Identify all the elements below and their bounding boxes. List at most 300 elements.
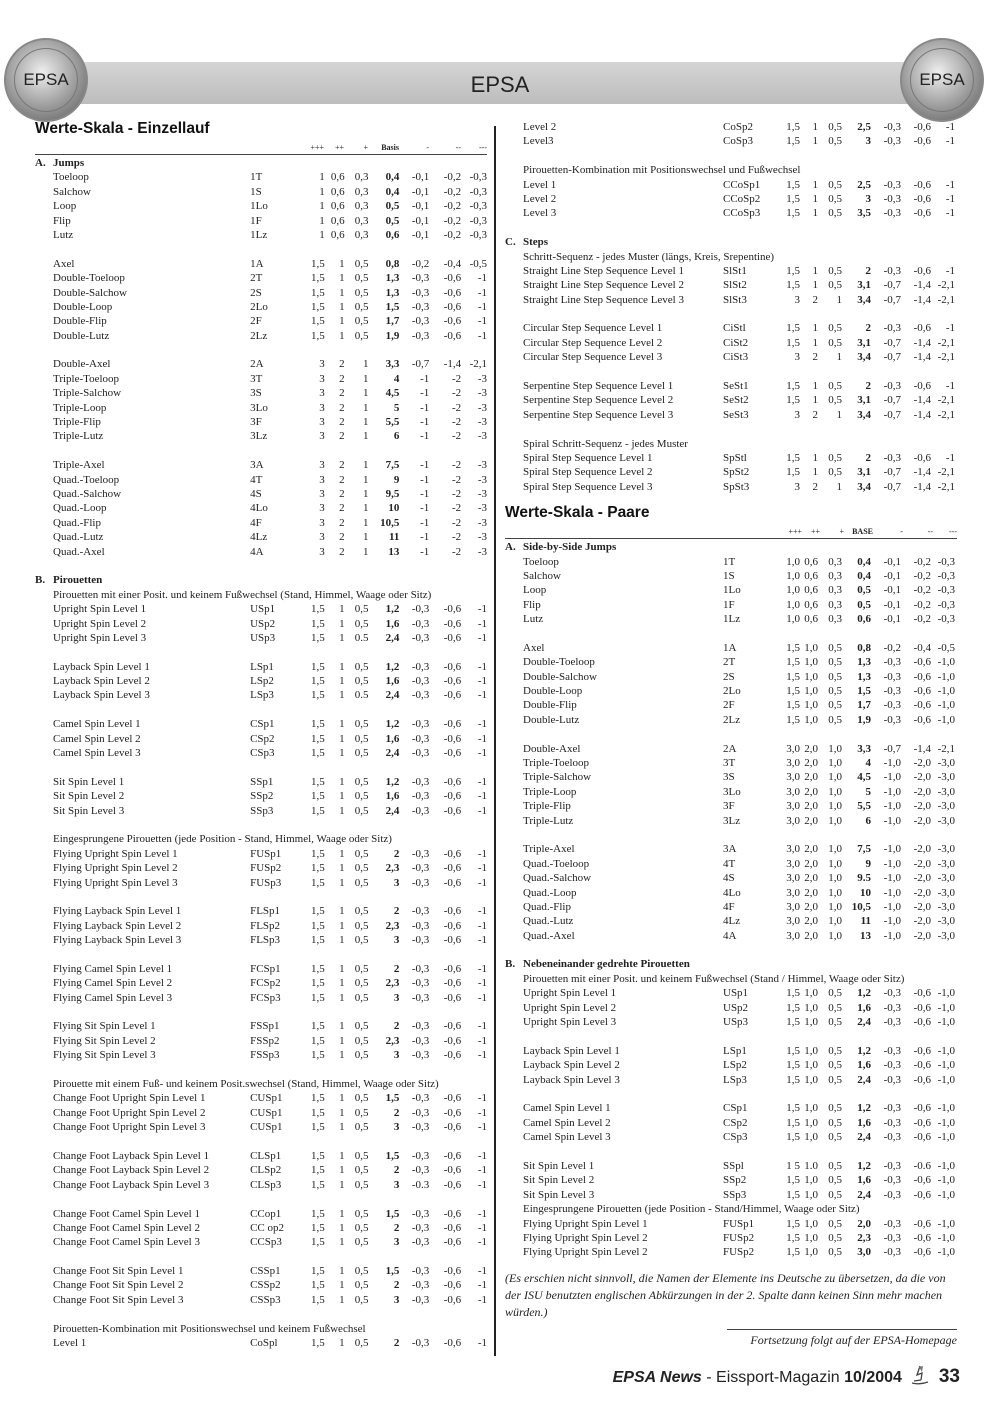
goe-value: -0,6 — [913, 322, 931, 335]
pairs-title: Werte-Skala - Paare — [505, 504, 650, 522]
base-value: 7,5 — [857, 843, 871, 856]
table-row — [505, 336, 957, 350]
goe-value: -0,3 — [469, 200, 487, 213]
goe-value: -1,0 — [937, 713, 955, 726]
goe-value: 2 — [339, 416, 345, 429]
goe-value: 0,5 — [828, 1001, 842, 1014]
base-value: 3 — [393, 934, 400, 947]
subsection-heading: Pirouetten-Kombination mit Positionswechsel und Fußwechsel — [523, 164, 801, 177]
goe-value: -0,6 — [443, 919, 462, 932]
base-value: 1,6 — [385, 732, 400, 745]
goe-value: -0,6 — [443, 315, 462, 328]
table-row — [505, 480, 957, 494]
base-value: 5,5 — [385, 416, 400, 429]
goe-value: -0,6 — [443, 631, 462, 644]
goe-value: 1,5 — [311, 775, 325, 788]
goe-value: -2 — [451, 473, 462, 486]
goe-value: 3,0 — [786, 900, 800, 913]
goe-value: 1,0 — [828, 915, 842, 928]
element-abbreviation: SSp3 — [250, 804, 274, 817]
spacer — [505, 307, 957, 321]
goe-value: 1,5 — [311, 689, 325, 702]
element-abbreviation: 3S — [250, 387, 262, 400]
goe-value: -0,6 — [913, 987, 931, 1000]
goe-value: 1,5 — [311, 315, 325, 328]
goe-value: 1,0 — [786, 598, 800, 611]
goe-value: 1,5 — [311, 257, 325, 270]
goe-value: -1 — [477, 747, 487, 760]
goe-value: 1,5 — [786, 451, 800, 464]
goe-value: -0,7 — [883, 394, 901, 407]
spacer — [505, 1087, 957, 1101]
goe-value: -1 — [477, 689, 487, 702]
goe-value: 3,0 — [786, 757, 800, 770]
goe-value: -2 — [451, 387, 462, 400]
goe-value: -1,4 — [913, 466, 931, 479]
table-row — [35, 775, 487, 789]
base-value: 1,2 — [385, 718, 400, 731]
goe-value: 0,5 — [354, 300, 369, 313]
element-name: Serpentine Step Sequence Level 1 — [523, 380, 674, 393]
goe-value: 1,5 — [311, 1279, 325, 1292]
goe-value: -1,4 — [913, 336, 931, 349]
element-name: Quad.-Flip — [53, 516, 101, 529]
element-name: Change Foot Upright Spin Level 2 — [53, 1106, 206, 1119]
element-name: Change Foot Layback Spin Level 2 — [53, 1164, 210, 1177]
goe-value: 1,0 — [804, 1188, 818, 1201]
goe-value: 1,5 — [311, 1121, 325, 1134]
goe-value: -0,3 — [411, 991, 430, 1004]
goe-value: -0,6 — [443, 300, 462, 313]
goe-value: 1,5 — [311, 1164, 325, 1177]
goe-value: -1 — [420, 502, 430, 515]
element-abbreviation: 1A — [723, 641, 737, 654]
goe-value: 0,5 — [828, 656, 842, 669]
goe-value: 0,5 — [354, 1221, 369, 1234]
table-row — [35, 1336, 487, 1350]
table-row — [35, 1048, 487, 1062]
goe-value: -1 — [477, 675, 487, 688]
element-abbreviation: 4F — [723, 900, 735, 913]
goe-value: -0,1 — [411, 185, 430, 198]
goe-value: -3,0 — [937, 771, 955, 784]
goe-value: 0,5 — [354, 1034, 369, 1047]
table-row — [505, 713, 957, 727]
goe-value: 1 — [812, 322, 818, 335]
goe-value: -1 — [477, 962, 487, 975]
element-abbreviation: 3F — [723, 800, 735, 813]
goe-value: -0,1 — [883, 555, 901, 568]
goe-value: 1,5 — [311, 675, 325, 688]
page-number: 33 — [938, 1366, 960, 1387]
goe-value: 1,0 — [804, 713, 818, 726]
spacer — [35, 818, 487, 832]
goe-value: -0,3 — [883, 1001, 901, 1014]
base-value: 2,5 — [857, 178, 871, 191]
spacer — [35, 559, 487, 573]
goe-value: 0,5 — [828, 685, 842, 698]
table-row — [35, 372, 487, 386]
table-row — [505, 756, 957, 770]
goe-value: 0,5 — [828, 1159, 842, 1172]
element-abbreviation: 3A — [723, 843, 737, 856]
goe-value: -0,6 — [443, 1106, 462, 1119]
goe-value: 1 — [339, 718, 345, 731]
spacer — [505, 627, 957, 641]
goe-value: -1 — [420, 372, 430, 385]
goe-value: 0,3 — [828, 598, 842, 611]
base-value: 4 — [393, 372, 400, 385]
base-value: 2 — [393, 1164, 400, 1177]
goe-value: -0,2 — [883, 641, 901, 654]
goe-value: 1,5 — [786, 178, 800, 191]
element-name: Flying Upright Spin Level 2 — [53, 862, 178, 875]
section-heading — [35, 156, 487, 170]
table-row — [505, 684, 957, 698]
goe-value: -1,0 — [937, 1073, 955, 1086]
goe-value: 3 — [794, 408, 800, 421]
goe-value: 1 — [812, 192, 818, 205]
table-row — [35, 717, 487, 731]
element-name: Double-Flip — [53, 315, 107, 328]
goe-value: 0,5 — [828, 713, 842, 726]
table-row — [505, 612, 957, 626]
goe-value: 0,3 — [828, 555, 842, 568]
goe-value: -1 — [477, 732, 487, 745]
goe-value: 0,5 — [354, 1207, 369, 1220]
table-row — [35, 1019, 487, 1033]
table-row — [35, 487, 487, 501]
element-name: Sit Spin Level 1 — [523, 1159, 595, 1172]
element-abbreviation: FUSp2 — [723, 1246, 755, 1259]
element-abbreviation: CoSp2 — [723, 121, 753, 133]
goe-value: -0,6 — [443, 1178, 462, 1191]
goe-value: 1 — [363, 545, 369, 558]
goe-value: 2,0 — [804, 771, 818, 784]
goe-value: 1 — [836, 351, 842, 364]
element-abbreviation: 4Lo — [250, 502, 268, 515]
goe-value: -0,3 — [883, 1188, 901, 1201]
element-abbreviation: 1F — [250, 214, 262, 227]
goe-value: -0,3 — [883, 987, 901, 1000]
goe-value: 0,5 — [354, 315, 369, 328]
goe-value: -1 — [477, 905, 487, 918]
goe-value: 0.5 — [354, 631, 369, 644]
goe-value: -0,6 — [443, 962, 462, 975]
element-abbreviation: LSp2 — [723, 1059, 747, 1072]
element-name: Sit Spin Level 3 — [523, 1188, 595, 1201]
goe-value: -0,3 — [937, 555, 955, 568]
element-abbreviation: SeSt2 — [723, 394, 749, 407]
element-abbreviation: LSp2 — [250, 675, 274, 688]
element-abbreviation: CCoSp1 — [723, 178, 761, 191]
base-value: 0,8 — [857, 641, 871, 654]
goe-value: -0,3 — [883, 685, 901, 698]
goe-value: -3,0 — [937, 800, 955, 813]
goe-value: -0,1 — [411, 228, 430, 241]
table-row — [505, 278, 957, 292]
goe-value: 1,5 — [786, 1044, 800, 1057]
goe-value: 2 — [339, 487, 345, 500]
element-abbreviation: CiSt3 — [723, 351, 749, 364]
base-value: 3,1 — [857, 394, 871, 407]
goe-value: 1 — [363, 387, 369, 400]
goe-value: -0,6 — [913, 380, 931, 393]
goe-value: 0,5 — [354, 1121, 369, 1134]
element-name: Camel Spin Level 1 — [53, 718, 141, 731]
element-name: Double-Lutz — [53, 329, 110, 342]
element-name: Change Foot Layback Spin Level 1 — [53, 1149, 210, 1162]
goe-value: 1,0 — [804, 1217, 818, 1230]
goe-value: 1,5 — [311, 905, 325, 918]
element-abbreviation: SpStl — [723, 451, 747, 464]
goe-value: 0,5 — [354, 718, 369, 731]
goe-value: 1 — [339, 790, 345, 803]
element-abbreviation: 2Lz — [723, 713, 741, 726]
goe-value: 1,5 — [311, 1178, 325, 1191]
element-abbreviation: USp3 — [723, 1016, 749, 1029]
goe-value: 0.5 — [354, 689, 369, 702]
goe-value: 1,0 — [828, 785, 842, 798]
base-value: 2 — [865, 264, 871, 277]
goe-value: 2,0 — [804, 814, 818, 827]
base-value: 0,5 — [857, 598, 871, 611]
goe-value: 0,5 — [828, 135, 842, 148]
goe-value: 0,5 — [828, 1044, 842, 1057]
continuation-note: Fortsetzung folgt auf der EPSA-Homepage — [727, 1329, 957, 1348]
goe-value: 3,0 — [786, 886, 800, 899]
goe-value: 1,5 — [311, 732, 325, 745]
goe-value: 3,0 — [786, 915, 800, 928]
goe-value: 1,5 — [786, 264, 800, 277]
goe-value: -1 — [477, 876, 487, 889]
goe-value: 1,5 — [311, 876, 325, 889]
element-abbreviation: FUSp2 — [723, 1231, 755, 1244]
table-row — [505, 1231, 957, 1245]
base-value: 1,3 — [385, 272, 400, 285]
base-value: 2,4 — [857, 1073, 871, 1086]
goe-value: -0,6 — [443, 1236, 462, 1249]
goe-value: -2,0 — [913, 757, 931, 770]
goe-value: 2 — [812, 408, 818, 421]
goe-value: 0,3 — [828, 613, 842, 626]
table-row — [505, 1159, 957, 1173]
element-abbreviation: CSp3 — [723, 1131, 748, 1144]
base-value: 10,5 — [851, 900, 871, 913]
element-name: Flying Upright Spin Level 3 — [53, 876, 178, 889]
table-row — [35, 170, 487, 184]
element-name: Double-Loop — [53, 300, 113, 313]
goe-value: 1 — [812, 380, 818, 393]
goe-value: 2,0 — [804, 785, 818, 798]
goe-value: 1 — [339, 934, 345, 947]
element-name: Flying Sit Spin Level 2 — [53, 1034, 156, 1047]
goe-value: 1 — [339, 962, 345, 975]
element-name: Lutz — [53, 228, 74, 241]
element-name: Level3 — [523, 135, 554, 148]
element-name: Double-Salchow — [53, 286, 127, 299]
goe-value: 3 — [319, 430, 325, 443]
goe-value: -1,4 — [913, 351, 931, 364]
goe-value: 0,5 — [828, 1102, 842, 1115]
element-name: Double-Axel — [53, 358, 111, 371]
element-abbreviation: USp1 — [250, 603, 276, 616]
element-abbreviation: CSp1 — [250, 718, 275, 731]
element-abbreviation: 3A — [250, 459, 264, 472]
goe-value: -1 — [420, 416, 430, 429]
goe-value: 0,5 — [828, 1246, 842, 1259]
element-abbreviation: 3Lo — [723, 785, 741, 798]
goe-value: 1 — [363, 372, 369, 385]
singles-table — [35, 156, 487, 1350]
goe-value: 0,5 — [354, 876, 369, 889]
goe-value: -1 — [477, 1236, 487, 1249]
base-value: 1,3 — [385, 286, 400, 299]
goe-value: 1 — [339, 1221, 345, 1234]
element-name: Flying Layback Spin Level 3 — [53, 934, 182, 947]
goe-value: 0,5 — [354, 1265, 369, 1278]
goe-value: 1 — [339, 603, 345, 616]
base-value: 0,4 — [385, 185, 400, 198]
goe-value: -0,3 — [411, 329, 430, 342]
element-abbreviation: 2A — [250, 358, 264, 371]
goe-value: 1,0 — [804, 1231, 818, 1244]
goe-value: 0,5 — [828, 466, 842, 479]
goe-value: -3,0 — [937, 757, 955, 770]
table-row — [505, 206, 957, 220]
goe-value: -1,4 — [913, 480, 931, 493]
element-name: Triple-Lutz — [53, 430, 104, 443]
singles-table-continued — [505, 120, 957, 494]
element-abbreviation: 1Lo — [723, 584, 741, 597]
base-value: 3,4 — [857, 293, 871, 306]
element-name: Layback Spin Level 3 — [53, 689, 150, 702]
table-row — [505, 799, 957, 813]
goe-value: -1 — [477, 1337, 487, 1350]
element-abbreviation: LSp3 — [723, 1073, 747, 1086]
goe-value: -0,2 — [443, 228, 462, 241]
base-value: 3 — [393, 991, 400, 1004]
goe-value: 1 — [339, 660, 345, 673]
base-value: 9.5 — [857, 872, 871, 885]
spacer — [505, 727, 957, 741]
base-value: 3,4 — [857, 408, 871, 421]
goe-value: -0,4 — [913, 641, 931, 654]
goe-value: 1,5 — [786, 1016, 800, 1029]
goe-value: -0,6 — [443, 1221, 462, 1234]
goe-value: -1 — [477, 1049, 487, 1062]
goe-value: -3,0 — [937, 929, 955, 942]
goe-value: 0,5 — [354, 329, 369, 342]
goe-value: -0,7 — [883, 480, 901, 493]
table-row — [505, 1015, 957, 1029]
goe-value: -0,3 — [883, 656, 901, 669]
element-name: Layback Spin Level 1 — [523, 1044, 620, 1057]
goe-value: 3,0 — [786, 872, 800, 885]
goe-value: -0,6 — [913, 135, 931, 148]
table-row — [505, 134, 957, 148]
element-abbreviation: SpSt3 — [723, 480, 750, 493]
goe-value: -1 — [477, 862, 487, 875]
goe-value: 0,5 — [828, 1217, 842, 1230]
goe-value: -0,3 — [937, 598, 955, 611]
base-value: 0,4 — [857, 555, 871, 568]
base-value: 1,9 — [385, 329, 400, 342]
element-name: Flying Upright Spin Level 1 — [53, 847, 178, 860]
table-row — [505, 857, 957, 871]
goe-value: -0,3 — [937, 613, 955, 626]
goe-value: 2 — [812, 480, 818, 493]
goe-value: 0,5 — [354, 1164, 369, 1177]
goe-value: -3 — [477, 372, 487, 385]
singles-title: Werte-Skala - Einzellauf — [35, 120, 210, 137]
element-abbreviation: CSp3 — [250, 747, 275, 760]
goe-value: -0,3 — [883, 1044, 901, 1057]
goe-value: 1,5 — [311, 1337, 325, 1350]
goe-value: 1,5 — [311, 300, 325, 313]
element-name: Double-Toeloop — [53, 272, 125, 285]
goe-value: 1,5 — [311, 1020, 325, 1033]
element-name: Change Foot Camel Spin Level 3 — [53, 1236, 200, 1249]
table-row — [505, 598, 957, 612]
element-abbreviation: 2S — [250, 286, 262, 299]
goe-value: -0,3 — [411, 862, 430, 875]
element-name: Straight Line Step Sequence Level 3 — [523, 293, 684, 306]
goe-value: 1,5 — [311, 1106, 325, 1119]
table-row — [35, 602, 487, 616]
epsa-logo-left: EPSA — [4, 38, 88, 122]
goe-value: -1,4 — [913, 408, 931, 421]
goe-value: -3,0 — [937, 857, 955, 870]
table-row — [505, 986, 957, 1000]
table-row — [505, 293, 957, 307]
table-row — [35, 300, 487, 314]
goe-value: -0,3 — [883, 380, 901, 393]
table-row — [35, 1235, 487, 1249]
base-value: 3 — [393, 1236, 400, 1249]
goe-value: 3,0 — [786, 742, 800, 755]
goe-value: -0,3 — [883, 264, 901, 277]
spacer — [35, 343, 487, 357]
element-name: Quad.-Loop — [53, 502, 107, 515]
base-value: 2,0 — [857, 1217, 871, 1230]
element-abbreviation: 3Lo — [250, 401, 268, 414]
section-label: Side-by-Side Jumps — [523, 541, 617, 554]
goe-value: 1 — [363, 401, 369, 414]
element-abbreviation: CSp1 — [723, 1102, 748, 1115]
element-name: Toeloop — [523, 555, 559, 568]
goe-value: -2,1 — [937, 279, 955, 292]
goe-value: 1,0 — [828, 742, 842, 755]
goe-value: -1 — [477, 631, 487, 644]
goe-value: -1,4 — [913, 394, 931, 407]
goe-value: 3 — [319, 502, 325, 515]
goe-value: -2 — [451, 401, 462, 414]
goe-value: 1 — [339, 1149, 345, 1162]
element-name: Change Foot Upright Spin Level 3 — [53, 1121, 206, 1134]
element-abbreviation: CiSt2 — [723, 336, 749, 349]
goe-value: -2 — [451, 531, 462, 544]
magazine-name: EPSA News — [612, 1369, 702, 1386]
goe-value: 1,5 — [786, 1174, 800, 1187]
goe-value: 2,0 — [804, 900, 818, 913]
spacer — [35, 645, 487, 659]
element-abbreviation: SeSt3 — [723, 408, 749, 421]
base-value: 1,5 — [385, 1207, 400, 1220]
element-name: Quad.-Toeloop — [53, 473, 120, 486]
goe-value: -0,6 — [913, 656, 931, 669]
table-row — [35, 732, 487, 746]
